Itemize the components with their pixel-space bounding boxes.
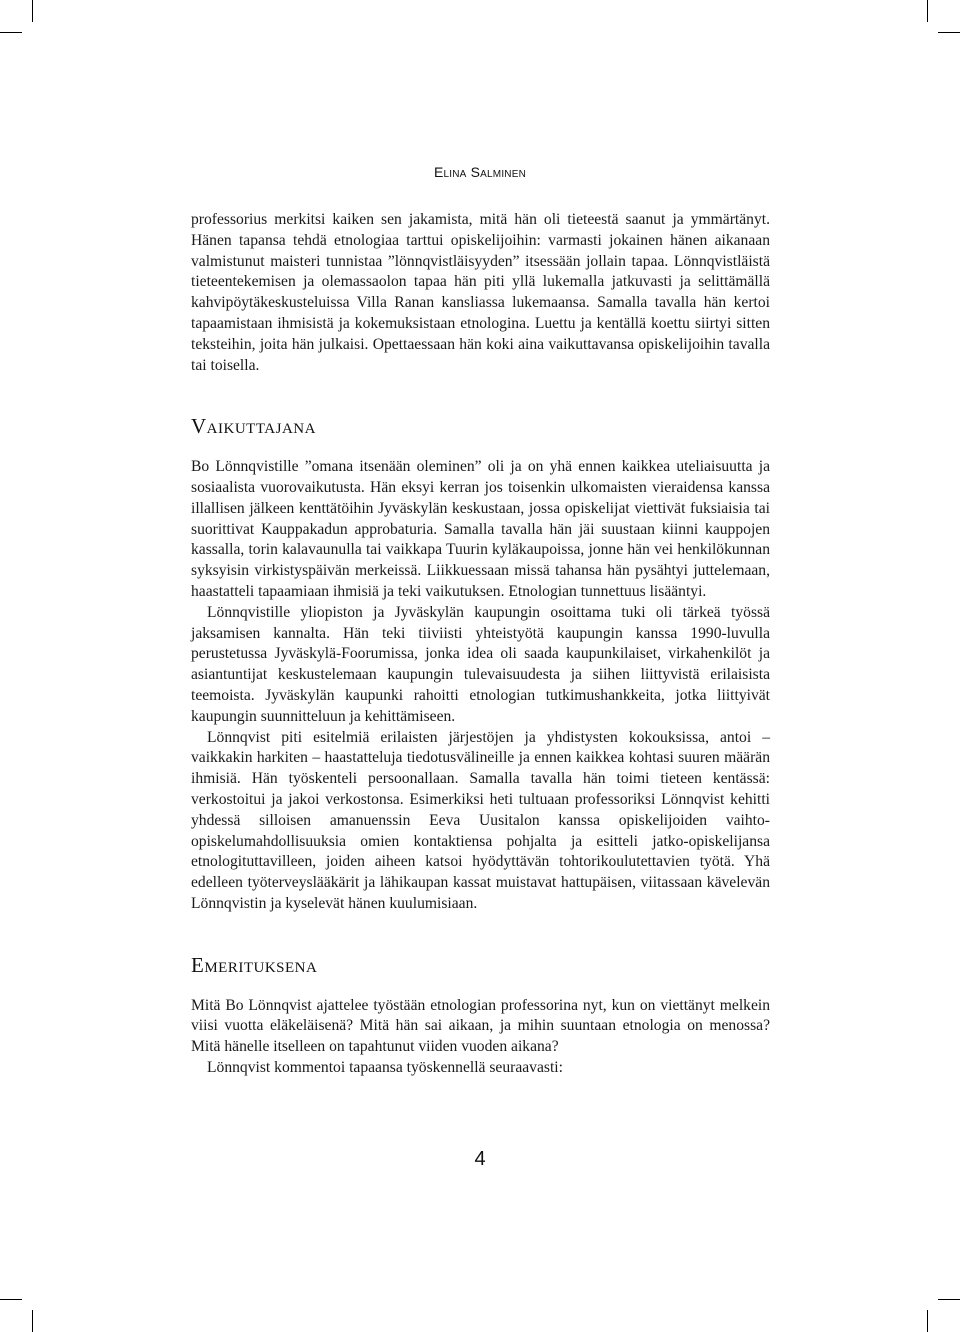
section-heading-emerituksena: Emerituksena [191,952,318,977]
crop-mark-top-left-h [0,32,22,33]
page-body [191,210,770,1079]
crop-mark-bottom-left-h [0,1299,22,1300]
body-paragraph: Bo Lönnqvistille ”omana itsenään oleminen” oli ja on yhä ennen kaikkea uteliaisuutta ja sosiaalista vuorovaikutusta. Hän eksyi kerran jos toisenkin ulkomaisten vieraidensa kanssa illallisen jälkeen kenttätöihin Jyväskylän keskustaan, jossa opiskelijat viettivät fuksiaisia tai suorittivat Kauppakadun approbaturia. Samalla tavalla hän jäi suustaan kiinni kauppojen kassalla, torin kalavaunulla tai vaikkapa Tuurin kyläkaupoissa, jonne hän vei henkilökunnan syksyisin virkistyspäivän merkeissä. Liikkuessaan missä tahansa hän pysähtyi juttelemaan, haastatteli tapaamiaan ihmisiä ja teki vaikutuksen. Etnologian tunnettuus lisääntyi. [191,458,770,600]
crop-mark-top-right-v [927,0,928,22]
crop-mark-top-right-h [938,32,960,33]
body-paragraph: Lönnqvist kommentoi tapaansa työskennellä seuraavasti: [207,1058,563,1076]
running-head: Elina Salminen [433,164,527,180]
crop-mark-bottom-left-v [32,1310,33,1332]
crop-mark-top-left-v [32,0,33,22]
body-paragraph: Lönnqvist piti esitelmiä erilaisten järjestöjen ja yhdistysten kokouksissa, antoi – vaikkakin harkiten – haastatteluja tiedotusvälineille ja ennen kaikkea kohtasi suuren määrän ihmisiä. Hän työskenteli persoonallaan. Samalla tavalla hän toimi tieteen kentässä: verkostoitui ja jakoi verkostonsa. Esimerkiksi heti tultuaan professoriksi Lönnqvist kehitti yhdessä silloisen amanuenssin Eeva Uusitalon kanssa opiskelijoiden vaihto-opiskelumahdollisuuksia omien kontaktiensa pohjalta ja esitteli jatko-opiskelijansa etnologituttavilleen, joiden aiheen katsoi hyödyttävän tohtorikoulutettavien työtä. Yhä edelleen työterveyslääkärit ja lähikaupan kassat muistavat hattupäisen, viitassaan kävelevän Lönnqvistin ja kyselevät hänen kuulumisiaan. [191,728,770,912]
body-paragraph: Lönnqvistille yliopiston ja Jyväskylän kaupungin osoittama tuki oli tärkeä työssä jaksamisen kannalta. Hän teki tiiviisti yhteistyötä kaupungin kanssa 1990-luvulla perustetussa Jyväskylä-Foorumissa, jonka idea oli saada kaupunkilaiset, virkahenkilöt ja asiantuntijat keskustelemaan kaupungin tulevaisuudesta ja siihen liittyvistä erilaisista teemoista. Jyväskylän kaupunki rahoitti etnologian tutkimushankkeita, jotka liittyivät kaupungin suunnitteluun ja kehittämiseen. [191,603,770,725]
intro-paragraph: professorius merkitsi kaiken sen jakamista, mitä hän oli tieteestä saanut ja ymmärtänyt. Hänen tapansa tehdä etnologiaa tarttui opiskelijoihin: varmasti jokainen hänen aikanaan valmistunut maisteri tunnistaa ”lönnqvistläisyyden” itsessään jollain tapaa. Lönnqvistläistä tieteentekemisen ja olemassaolon tapaa hän piti yllä lukemalla jatkuvasti ja selittämällä kahvipöytäkeskusteluissa Villa Ranan kansliassa lukemaansa. Samalla tavalla hän kertoi tapaamistaan ihmisistä ja kokemuksistaan etnologina. Luettu ja kentällä koettu siirtyi sitten teksteihin, joita hän julkaisi. Opettaessaan hän koki aina vaikuttavansa opiskelijoihin tavalla tai toisella. [191,211,770,374]
crop-mark-bottom-right-h [938,1299,960,1300]
page-number: 4 [474,1148,486,1170]
body-paragraph: Mitä Bo Lönnqvist ajattelee työstään etnologian professorina nyt, kun on viettänyt melkein viisi vuotta eläkeläisenä? Mitä hän sai aikaan, ja mihin suuntaan etnologia on menossa? Mitä hänelle itselleen on tapahtunut viiden vuoden aikana? [191,996,770,1056]
crop-mark-bottom-right-v [927,1310,928,1332]
section-heading-vaikuttajana: Vaikuttajana [191,414,316,439]
